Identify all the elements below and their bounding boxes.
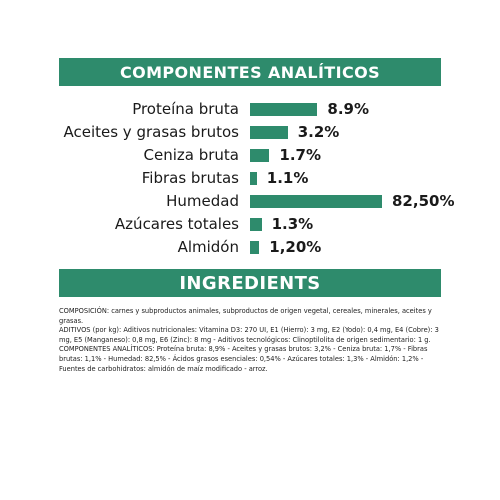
analytical-components-chart [0, 98, 500, 259]
components-title-banner [59, 58, 441, 86]
additives-paragraph: ADITIVOS (por kg): Aditivos nutricionales: Vitamina D3: 270 UI, E1 (Hierro): 3 mg, E2 (Yodo): 0,4 mg, E4 (Cobre): 3 mg, E5 (Manganeso): 0,8 mg, E6 (Zinc): 8 mg - Aditivos tecnológicos: Clinoptilolita de origen sedimentario: 1 g. [59, 325, 439, 344]
chart-row [0, 98, 500, 121]
bar [250, 195, 382, 208]
bar [250, 126, 288, 139]
bar [250, 241, 259, 254]
category-label: Humedad [166, 192, 239, 210]
value-label: 82,50% [392, 192, 455, 210]
chart-row [0, 213, 500, 236]
chart-row [0, 190, 500, 213]
value-label: 1,20% [269, 238, 322, 256]
ingredients-title-banner [59, 269, 441, 297]
analytical-components-paragraph: COMPONENTES ANALÍTICOS: Proteína bruta: 8,9% - Aceites y grasas brutos: 3,2% - Ceniza bruta: 1,7% - Fibras brutas: 1,1% - Humedad: 82,5% - Ácidos grasos esenciales: 0,54% - Azúcares totales: 1,3% - Almidón: 1,2% - Fuentes de carbohidratos: almidón de maíz modificado - arroz. [59, 344, 428, 373]
category-label: Fibras brutas [141, 169, 239, 187]
bar [250, 103, 317, 116]
ingredients-text-block [59, 306, 443, 373]
category-label: Azúcares totales [114, 215, 239, 233]
category-label: Almidón [177, 238, 239, 256]
bar [250, 149, 269, 162]
category-label: Ceniza bruta [143, 146, 239, 164]
category-label: Aceites y grasas brutos [63, 123, 239, 141]
components-title: COMPONENTES ANALÍTICOS [119, 63, 381, 82]
category-label: Proteína bruta [132, 100, 239, 118]
ingredients-title: INGREDIENTS [179, 273, 321, 294]
bar [250, 218, 262, 231]
value-label: 3.2% [297, 123, 340, 141]
value-label: 1.1% [266, 169, 309, 187]
chart-row [0, 121, 500, 144]
value-label: 8.9% [327, 100, 369, 118]
value-label: 1.3% [271, 215, 314, 233]
chart-row [0, 144, 500, 167]
composition-paragraph: COMPOSICIÓN: carnes y subproductos animales, subproductos de origen vegetal, cereales, minerales, aceites y grasas. [59, 306, 432, 325]
chart-row [0, 167, 500, 190]
value-label: 1.7% [279, 146, 321, 164]
bar [250, 172, 257, 185]
chart-row [0, 236, 500, 259]
